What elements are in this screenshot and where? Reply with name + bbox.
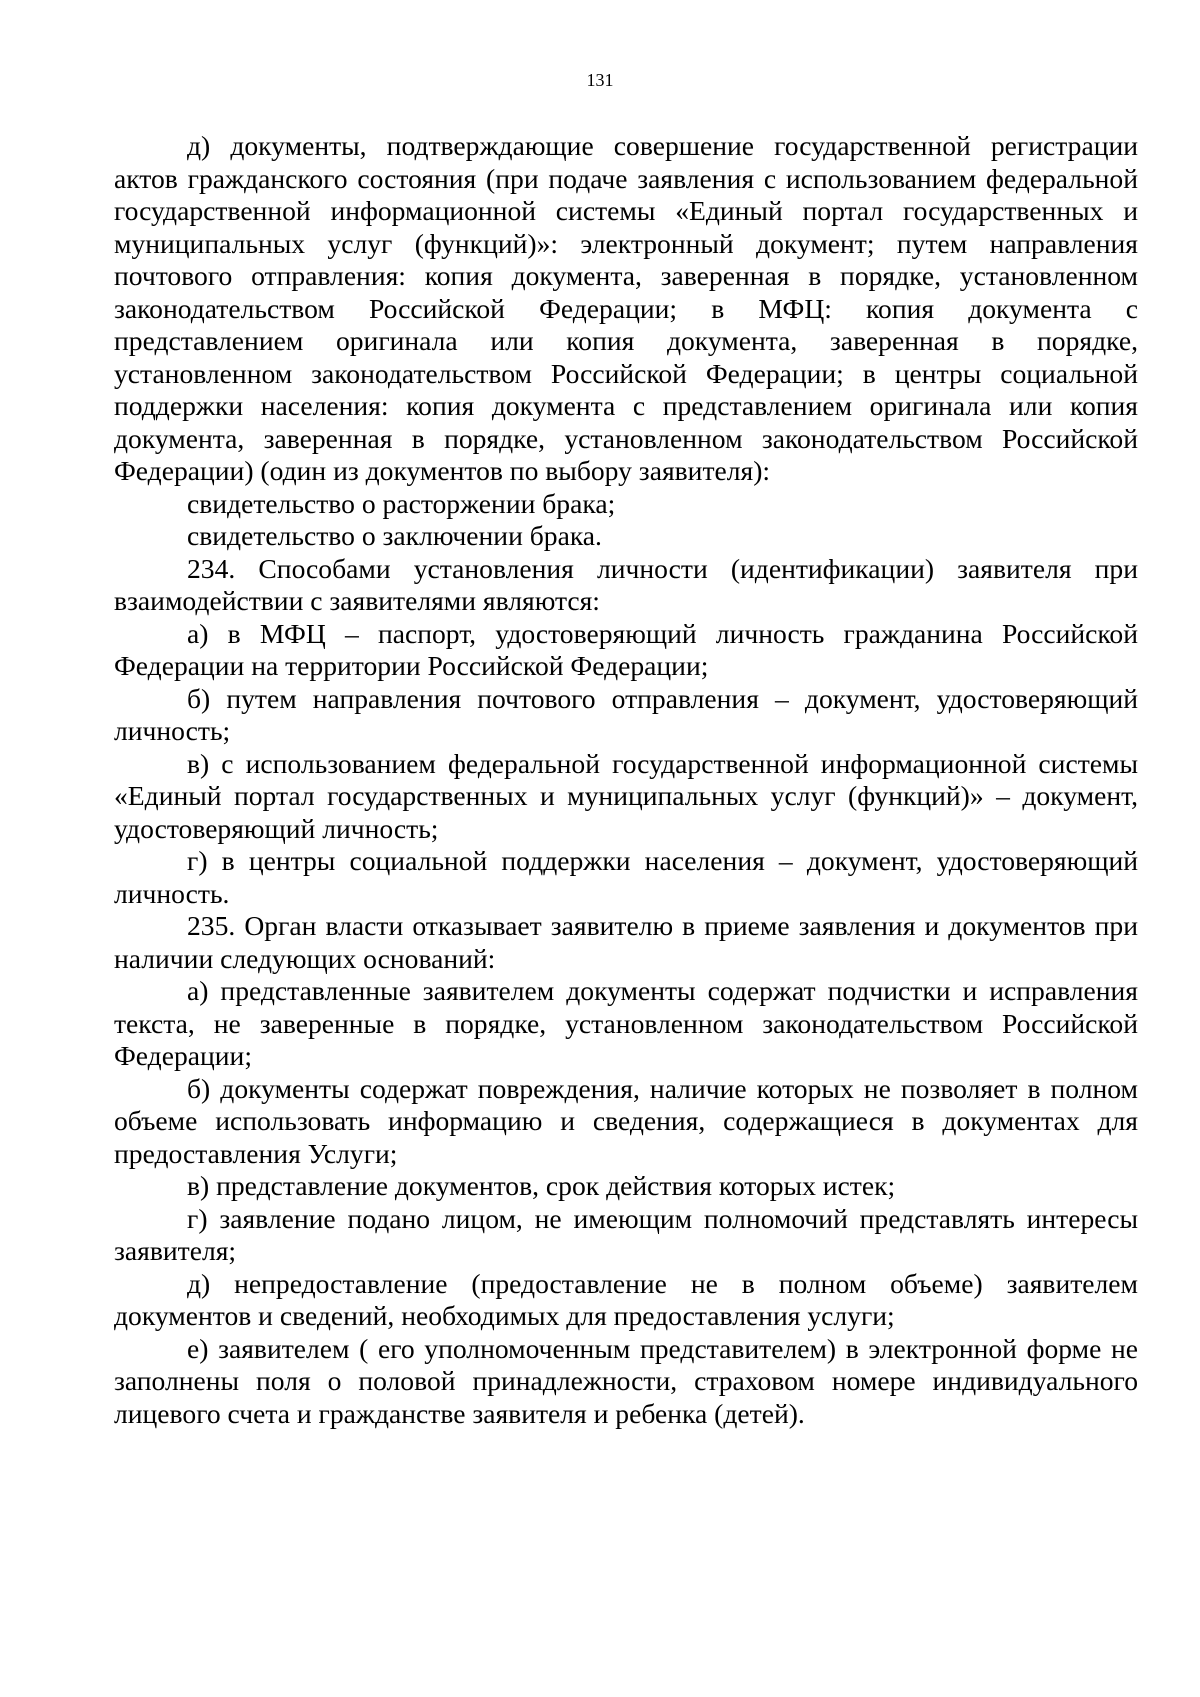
paragraph-docs-registration: д) документы, подтверждающие совершение государственной регистрации актов гражданского состояния (при подаче заявления с использованием федеральной государственной информационной системы «Единый портал государственных и муниципальных услуг (функций)»: электронный документ; путем направления почтового отправления: копия документа, заверенная в порядке, установленном законодательством Российской Федерации; в МФЦ: копия документа с представлением оригинала или копия документа, заверенная в порядке, установленном законодательством Российской Федерации; в центры социальной поддержки населения: копия документа с представлением оригинала или копия документа, заверенная в порядке, установленном законодательством Российской Федерации) (один из документов по выбору заявителя): (114, 130, 1138, 486)
paragraph-235-v: в) представление документов, срок действия которых истек; (187, 1170, 896, 1201)
page-number: 131 (586, 70, 614, 90)
paragraph-235-a: а) представленные заявителем документы содержат подчистки и исправления текста, не заверенные в порядке, установленном законодательством Российской Федерации; (114, 975, 1138, 1071)
paragraph-marriage-certificate: свидетельство о заключении брака. (187, 520, 602, 551)
paragraph-235-b: б) документы содержат повреждения, наличие которых не позволяет в полном объеме использовать информацию и сведения, содержащиеся в документах для предоставления Услуги; (114, 1072, 1138, 1169)
paragraph-234-b: б) путем направления почтового отправления – документ, удостоверяющий личность; (114, 682, 1138, 746)
paragraph-234-g: г) в центры социальной поддержки населения – документ, удостоверяющий личность. (114, 845, 1138, 909)
paragraph-235: 235. Орган власти отказывает заявителю в приеме заявления и документов при наличии следующих оснований: (114, 910, 1138, 974)
paragraph-235-g: г) заявление подано лицом, не имеющим полномочий представлять интересы заявителя; (114, 1202, 1138, 1266)
paragraph-234-a: а) в МФЦ – паспорт, удостоверяющий личность гражданина Российской Федерации на территории Российской Федерации; (114, 617, 1138, 681)
paragraph-235-d: д) непредоставление (предоставление не в полном объеме) заявителем документов и сведений, необходимых для предоставления услуги; (114, 1267, 1138, 1331)
paragraph-234-v: в) с использованием федеральной государственной информационной системы «Единый портал государственных и муниципальных услуг (функций)» – документ, удостоверяющий личность; (114, 747, 1138, 844)
paragraph-234: 234. Способами установления личности (идентификации) заявителя при взаимодействии с заявителями являются: (114, 552, 1138, 616)
document-body (114, 130, 1138, 1430)
paragraph-235-e: е) заявителем ( его уполномоченным представителем) в электронной форме не заполнены поля о половой принадлежности, страховом номере индивидуального лицевого счета и гражданстве заявителя и ребенка (детей). (114, 1332, 1138, 1429)
paragraph-divorce-certificate: свидетельство о расторжении брака; (187, 487, 616, 519)
